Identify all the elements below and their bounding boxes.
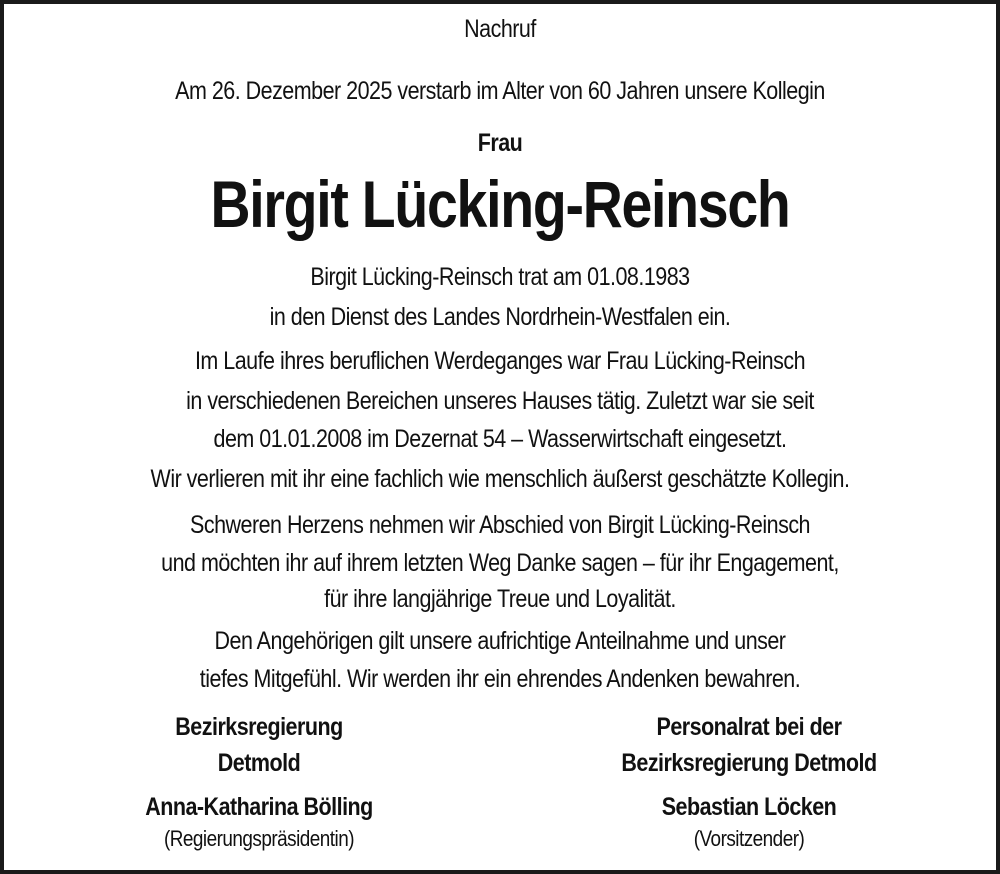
body-text-line: Im Laufe ihres beruflichen Werdeganges war Frau Lücking-Reinsch [194,347,806,375]
body-text-line: Wir verlieren mit ihr eine fachlich wie menschlich äußerst geschätzte Kollegin. [150,465,850,493]
signature-role: (Regierungspräsidentin) [163,826,355,851]
intro-line: Am 26. Dezember 2025 verstarb im Alter von 60 Jahren unsere Kollegin [175,77,825,105]
signature-right [547,712,951,854]
notice-label: Nachruf [464,15,536,43]
body-text-line: Schweren Herzens nehmen wir Abschied von Birgit Lücking-Reinsch [190,511,810,539]
body-text-line: in verschiedenen Bereichen unseres Hauses tätig. Zuletzt war sie seit [186,387,814,415]
signature-org-line: Personalrat bei der [656,713,842,741]
signature-person: Sebastian Löcken [661,793,837,821]
body-text-line: Den Angehörigen gilt unsere aufrichtige Anteilnahme und unser [214,627,786,655]
body-text-line: tiefes Mitgefühl. Wir werden ihr ein ehrendes Andenken bewahren. [199,665,801,693]
body-text-line: und möchten ihr auf ihrem letzten Weg Danke sagen – für ihr Engagement, [161,549,839,577]
body-text-line: Birgit Lücking-Reinsch trat am 01.08.1983 [310,263,690,291]
body-text-line: in den Dienst des Landes Nordrhein-Westfalen ein. [269,303,731,331]
salutation: Frau [477,129,523,157]
signature-org-line: Bezirksregierung [175,713,343,741]
body-text-line: dem 01.01.2008 im Dezernat 54 – Wasserwirtschaft eingesetzt. [213,425,787,453]
signature-org-line: Detmold [217,749,301,777]
signature-person: Anna-Katharina Bölling [145,793,373,821]
signature-org-line: Bezirksregierung Detmold [621,749,877,777]
deceased-name: Birgit Lücking-Reinsch [210,167,790,241]
signature-left [57,712,461,854]
body-text-line: für ihre langjährige Treue und Loyalität. [324,585,676,613]
signature-role: (Vorsitzender) [693,826,805,851]
